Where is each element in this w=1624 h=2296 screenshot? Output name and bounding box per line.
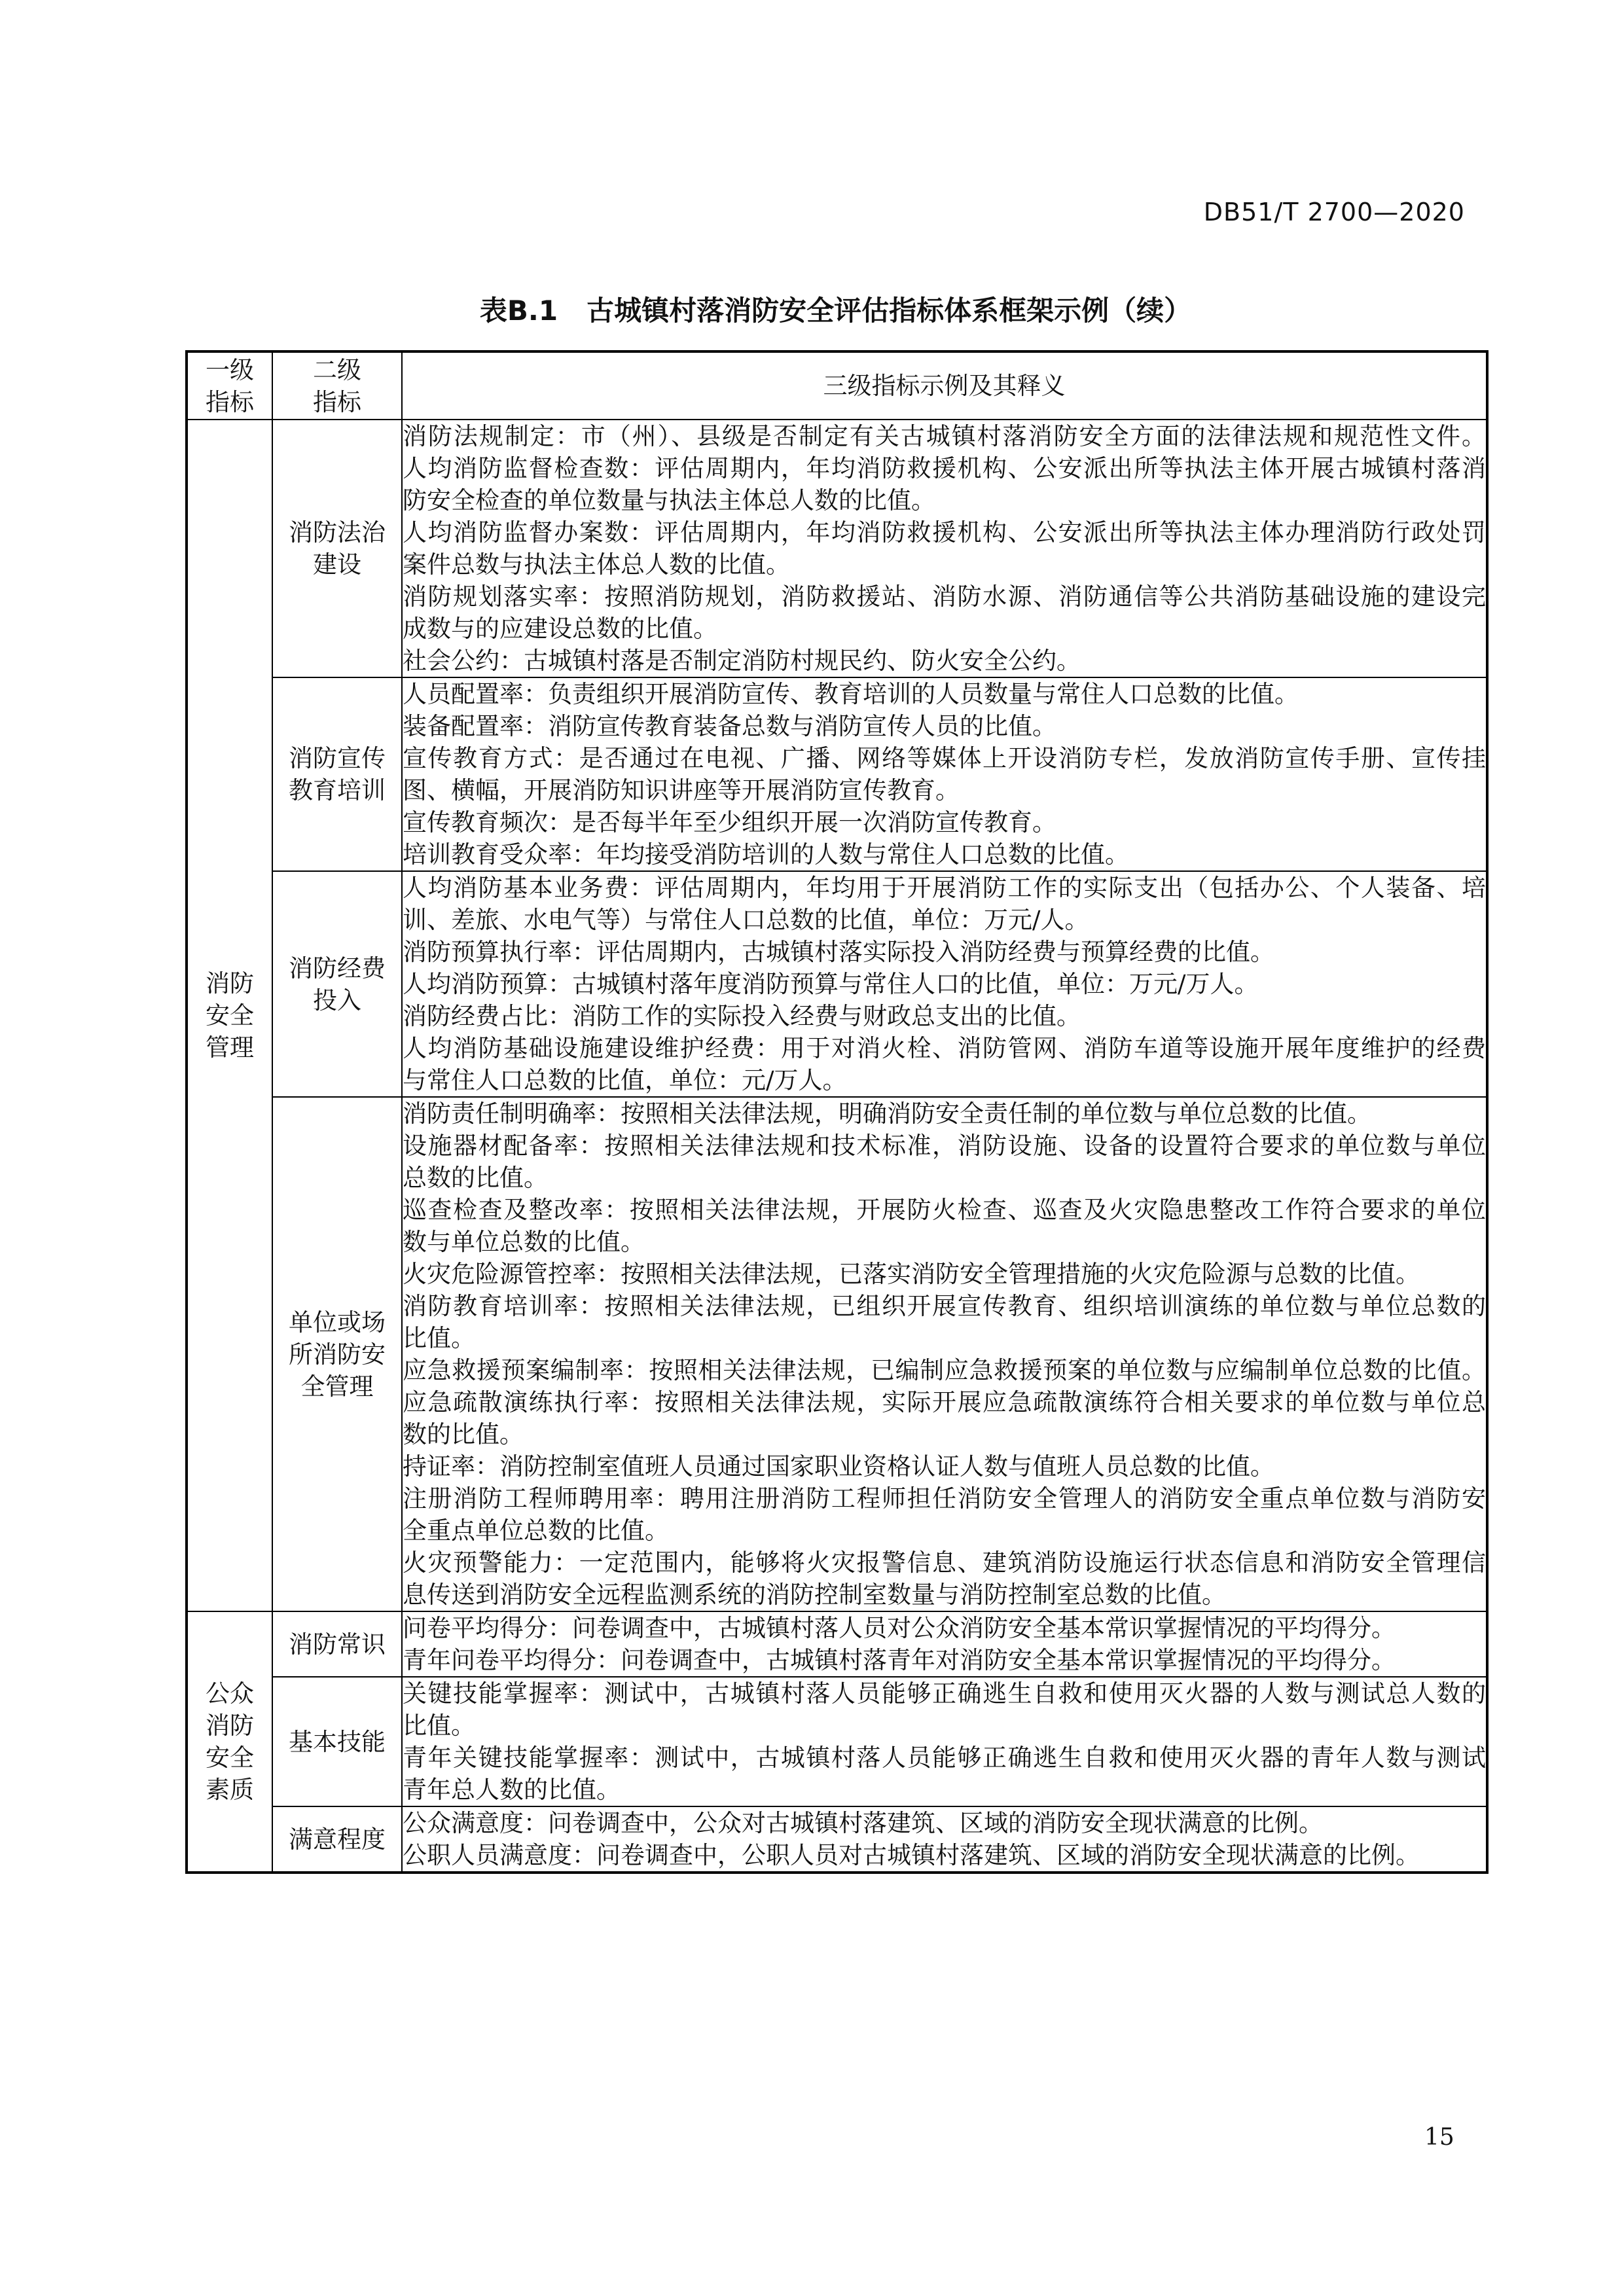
table-row bbox=[187, 677, 1487, 871]
indicator-entry-line: 消防预算执行率：评估周期内，古城镇村落实际投入消防经费与预算经费的比值。 bbox=[403, 938, 1274, 966]
level1-indicator-cell bbox=[187, 1611, 272, 1873]
indicator-entry-line: 案件总数与执法主体总人数的比值。 bbox=[403, 550, 790, 579]
indicator-entry-line: 人员配置率：负责组织开展消防宣传、教育培训的人员数量与常住人口总数的比值。 bbox=[403, 680, 1299, 708]
level2-indicator-cell bbox=[272, 1806, 402, 1873]
indicator-entry-line: 持证率：消防控制室值班人员通过国家职业资格认证人数与值班人员总数的比值。 bbox=[403, 1452, 1274, 1480]
indicator-table bbox=[185, 350, 1489, 1874]
indicator-entry-line: 总数的比值。 bbox=[403, 1164, 548, 1192]
indicator-entry-line: 成数与的应建设总数的比值。 bbox=[403, 615, 717, 643]
indicator-entry bbox=[403, 710, 1486, 742]
table-caption-title: 古城镇村落消防安全评估指标体系框架示例（续） bbox=[586, 295, 1192, 327]
table-row bbox=[187, 871, 1487, 1097]
page-number: 15 bbox=[1424, 2124, 1454, 2151]
level1-indicator-label: 消防安全管理 bbox=[205, 969, 254, 1062]
level3-indicator-cell bbox=[402, 1806, 1487, 1873]
level2-indicator-label: 消防经费投入 bbox=[289, 954, 386, 1014]
indicator-entry bbox=[403, 1354, 1486, 1386]
level2-indicator-cell bbox=[272, 420, 402, 677]
level3-indicator-cell bbox=[402, 871, 1487, 1097]
level2-indicator-cell bbox=[272, 871, 402, 1097]
document-code: DB51/T 2700—2020 bbox=[1203, 198, 1465, 226]
indicator-entry-line: 社会公约：古城镇村落是否制定消防村规民约、防火安全公约。 bbox=[403, 647, 1081, 675]
indicator-entry-line: 消防教育培训率：按照相关法律法规，已组织开展宣传教育、组织培训演练的单位数与单位总数的 bbox=[403, 1292, 1486, 1320]
indicator-entry-line: 消防规划落实率：按照消防规划，消防救援站、消防水源、消防通信等公共消防基础设施的建设完 bbox=[403, 583, 1486, 611]
indicator-entry bbox=[403, 1000, 1486, 1032]
indicator-entry-line: 全重点单位总数的比值。 bbox=[403, 1516, 669, 1545]
indicator-entry-line: 装备配置率：消防宣传教育装备总数与消防宣传人员的比值。 bbox=[403, 712, 1056, 740]
header-level1-line: 一级 bbox=[206, 355, 254, 384]
indicator-entry bbox=[403, 1547, 1486, 1611]
level2-indicator-cell bbox=[272, 1611, 402, 1677]
indicator-entry bbox=[403, 1839, 1486, 1871]
indicator-entry-line: 息传送到消防安全远程监测系统的消防控制室数量与消防控制室总数的比值。 bbox=[403, 1581, 1226, 1609]
indicator-entry-line: 人均消防基本业务费：评估周期内，年均用于开展消防工作的实际支出（包括办公、个人装备、培 bbox=[403, 874, 1486, 902]
indicator-entry-line: 火灾危险源管控率：按照相关法律法规，已落实消防安全管理措施的火灾危险源与总数的比值。 bbox=[403, 1260, 1420, 1288]
indicator-entry-line: 防安全检查的单位数量与执法主体总人数的比值。 bbox=[403, 486, 935, 514]
indicator-entry bbox=[403, 581, 1486, 645]
level2-indicator-label: 消防常识 bbox=[289, 1630, 386, 1659]
indicator-entry-line: 培训教育受众率：年均接受消防培训的人数与常住人口总数的比值。 bbox=[403, 840, 1129, 869]
indicator-entry bbox=[403, 1032, 1486, 1096]
header-level3: 三级指标示例及其释义 bbox=[402, 351, 1487, 420]
indicator-entry-line: 青年总人数的比值。 bbox=[403, 1776, 621, 1804]
level3-indicator-cell bbox=[402, 677, 1487, 871]
indicator-entry-line: 巡查检查及整改率：按照相关法律法规，开展防火检查、巡查及火灾隐患整改工作符合要求的单位 bbox=[403, 1196, 1486, 1224]
level2-indicator-cell bbox=[272, 1097, 402, 1611]
indicator-entry-line: 应急疏散演练执行率：按照相关法律法规，实际开展应急疏散演练符合相关要求的单位数与单位总 bbox=[403, 1388, 1486, 1416]
indicator-entry bbox=[403, 968, 1486, 1000]
indicator-entry-line: 人均消防预算：古城镇村落年度消防预算与常住人口的比值，单位：万元/万人。 bbox=[403, 970, 1259, 998]
indicator-entry-line: 数与单位总数的比值。 bbox=[403, 1228, 645, 1256]
table-body bbox=[187, 420, 1487, 1873]
table-caption-label: 表B.1 bbox=[479, 295, 558, 327]
indicator-entry-line: 消防经费占比：消防工作的实际投入经费与财政总支出的比值。 bbox=[403, 1002, 1081, 1030]
indicator-entry bbox=[403, 678, 1486, 710]
header-level1 bbox=[187, 351, 272, 420]
level2-indicator-cell bbox=[272, 677, 402, 871]
level2-indicator-label: 消防宣传教育培训 bbox=[289, 744, 386, 804]
table-caption bbox=[185, 289, 1486, 329]
indicator-entry bbox=[403, 1258, 1486, 1290]
indicator-entry bbox=[403, 1098, 1486, 1130]
table-header-row bbox=[187, 351, 1487, 420]
indicator-entry-line: 消防法规制定：市（州）、县级是否制定有关古城镇村落消防安全方面的法律法规和规范性文件。 bbox=[403, 422, 1486, 450]
header-level1-line: 指标 bbox=[206, 387, 254, 416]
indicator-entry bbox=[403, 1644, 1486, 1676]
indicator-entry-line: 应急救援预案编制率：按照相关法律法规，已编制应急救援预案的单位数与应编制单位总数的比值。 bbox=[403, 1356, 1486, 1384]
header-level2-line: 二级 bbox=[313, 355, 361, 384]
level2-indicator-cell bbox=[272, 1677, 402, 1806]
level2-indicator-label: 单位或场所消防安全管理 bbox=[289, 1308, 386, 1401]
indicator-entry bbox=[403, 516, 1486, 581]
indicator-entry-line: 公职人员满意度：问卷调查中，公职人员对古城镇村落建筑、区域的消防安全现状满意的比例。 bbox=[403, 1841, 1420, 1869]
level3-indicator-cell bbox=[402, 1097, 1487, 1611]
indicator-entry-line: 问卷平均得分：问卷调查中，古城镇村落人员对公众消防安全基本常识掌握情况的平均得分。 bbox=[403, 1614, 1396, 1642]
indicator-entry-line: 设施器材配备率：按照相关法律法规和技术标准，消防设施、设备的设置符合要求的单位数与单位 bbox=[403, 1132, 1486, 1160]
indicator-entry-line: 图、横幅，开展消防知识讲座等开展消防宣传教育。 bbox=[403, 776, 960, 804]
indicator-entry bbox=[403, 1290, 1486, 1354]
indicator-entry-line: 人均消防基础设施建设维护经费：用于对消火栓、消防管网、消防车道等设施开展年度维护的经费 bbox=[403, 1034, 1486, 1062]
indicator-entry-line: 青年问卷平均得分：问卷调查中，古城镇村落青年对消防安全基本常识掌握情况的平均得分。 bbox=[403, 1646, 1396, 1674]
indicator-entry bbox=[403, 645, 1486, 677]
table-row bbox=[187, 1806, 1487, 1873]
indicator-entry-line: 火灾预警能力：一定范围内，能够将火灾报警信息、建筑消防设施运行状态信息和消防安全管理信 bbox=[403, 1549, 1486, 1577]
level2-indicator-label: 满意程度 bbox=[289, 1825, 386, 1854]
level1-indicator-cell bbox=[187, 420, 272, 1611]
level3-indicator-cell bbox=[402, 1611, 1487, 1677]
indicator-entry-line: 关键技能掌握率：测试中，古城镇村落人员能够正确逃生自救和使用灭火器的人数与测试总人数的 bbox=[403, 1679, 1486, 1708]
level1-indicator-label: 公众消防安全素质 bbox=[205, 1679, 254, 1804]
indicator-entry bbox=[403, 1482, 1486, 1547]
indicator-entry-line: 训、差旅、水电气等）与常住人口总数的比值，单位：万元/人。 bbox=[403, 906, 1089, 934]
indicator-entry bbox=[403, 1742, 1486, 1806]
indicator-entry bbox=[403, 452, 1486, 516]
indicator-entry-line: 宣传教育方式：是否通过在电视、广播、网络等媒体上开设消防专栏，发放消防宣传手册、宣传挂 bbox=[403, 744, 1486, 772]
indicator-entry bbox=[403, 1807, 1486, 1839]
level3-indicator-cell bbox=[402, 1677, 1487, 1806]
indicator-entry-line: 注册消防工程师聘用率：聘用注册消防工程师担任消防安全管理人的消防安全重点单位数与消防安 bbox=[403, 1484, 1486, 1513]
indicator-entry bbox=[403, 872, 1486, 936]
indicator-entry bbox=[403, 1130, 1486, 1194]
indicator-entry-line: 宣传教育频次：是否每半年至少组织开展一次消防宣传教育。 bbox=[403, 808, 1056, 836]
indicator-entry-line: 公众满意度：问卷调查中，公众对古城镇村落建筑、区域的消防安全现状满意的比例。 bbox=[403, 1809, 1323, 1837]
level3-indicator-cell bbox=[402, 420, 1487, 677]
indicator-entry bbox=[403, 1677, 1486, 1742]
indicator-entry-line: 数的比值。 bbox=[403, 1420, 524, 1448]
indicator-entry bbox=[403, 1386, 1486, 1450]
header-level2-line: 指标 bbox=[313, 387, 361, 416]
indicator-entry-line: 青年关键技能掌握率：测试中，古城镇村落人员能够正确逃生自救和使用灭火器的青年人数与测试 bbox=[403, 1744, 1486, 1772]
indicator-entry bbox=[403, 838, 1486, 870]
header-level2 bbox=[272, 351, 402, 420]
indicator-entry-line: 比值。 bbox=[403, 1324, 475, 1352]
indicator-entry bbox=[403, 1612, 1486, 1644]
indicator-entry-line: 消防责任制明确率：按照相关法律法规，明确消防安全责任制的单位数与单位总数的比值。 bbox=[403, 1100, 1371, 1128]
table-row bbox=[187, 1677, 1487, 1806]
level2-indicator-label: 消防法治建设 bbox=[289, 518, 386, 579]
indicator-entry-line: 人均消防监督办案数：评估周期内，年均消防救援机构、公安派出所等执法主体办理消防行政处罚 bbox=[403, 518, 1486, 547]
table-row bbox=[187, 420, 1487, 677]
table-row bbox=[187, 1097, 1487, 1611]
indicator-entry-line: 比值。 bbox=[403, 1712, 475, 1740]
indicator-entry bbox=[403, 1194, 1486, 1258]
level2-indicator-label: 基本技能 bbox=[289, 1727, 386, 1756]
indicator-entry bbox=[403, 420, 1486, 452]
table-row bbox=[187, 1611, 1487, 1677]
indicator-entry bbox=[403, 936, 1486, 968]
indicator-entry bbox=[403, 806, 1486, 838]
indicator-entry-line: 与常住人口总数的比值，单位：元/万人。 bbox=[403, 1066, 847, 1094]
indicator-entry bbox=[403, 1450, 1486, 1482]
indicator-entry bbox=[403, 742, 1486, 806]
indicator-entry-line: 人均消防监督检查数：评估周期内，年均消防救援机构、公安派出所等执法主体开展古城镇村落消 bbox=[403, 454, 1486, 482]
